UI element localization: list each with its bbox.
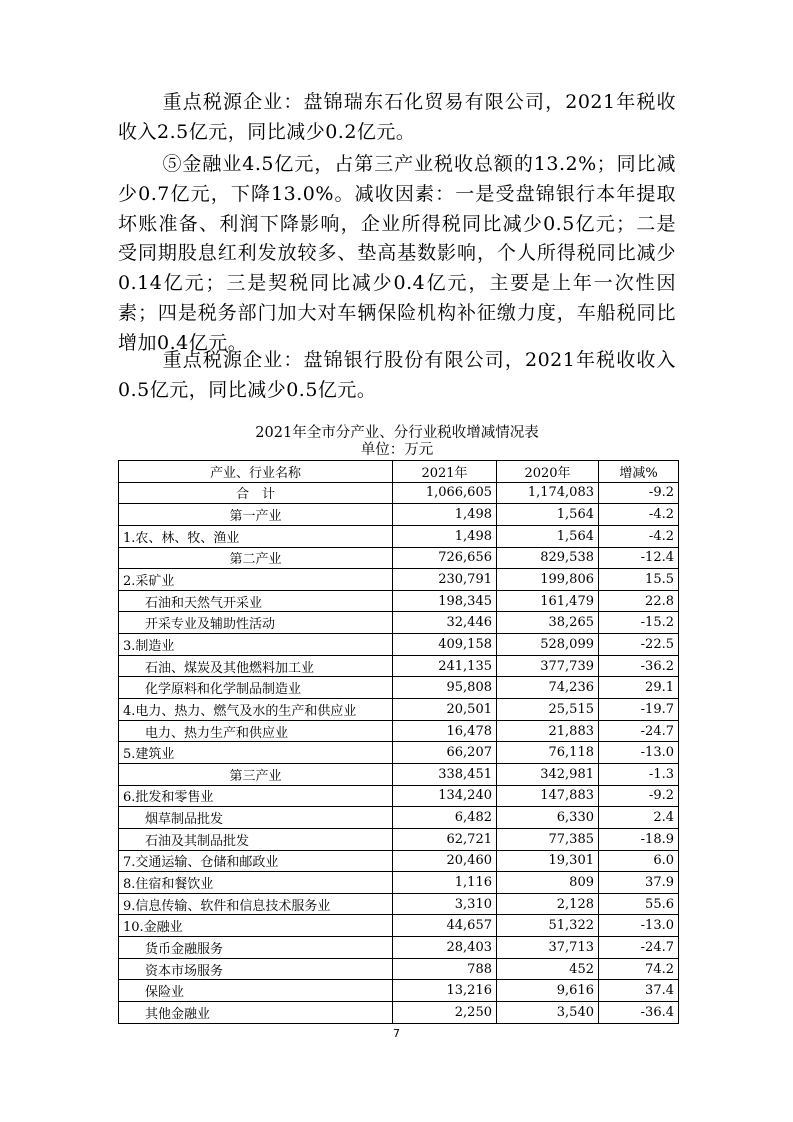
value-2020-cell: 77,385 bbox=[497, 828, 599, 850]
value-2020-cell: 37,713 bbox=[497, 937, 599, 959]
change-percent-cell: -12.4 bbox=[599, 547, 679, 569]
value-2021-cell: 241,135 bbox=[393, 655, 497, 677]
value-2021-cell: 32,446 bbox=[393, 612, 497, 634]
table-row bbox=[119, 720, 679, 742]
value-2021-cell: 3,310 bbox=[393, 893, 497, 915]
change-percent-cell: -19.7 bbox=[599, 699, 679, 721]
paragraph-text: 重点税源企业：盘锦银行股份有限公司，2021年税收收入0.5亿元，同比减少0.5亿元。 bbox=[118, 349, 676, 401]
table-row bbox=[119, 958, 679, 980]
header-change-percent: 增减% bbox=[599, 461, 679, 483]
change-percent-cell: -24.7 bbox=[599, 937, 679, 959]
table-row bbox=[119, 828, 679, 850]
industry-name-cell: 资本市场服务 bbox=[119, 958, 393, 980]
header-year-2020: 2020年 bbox=[497, 461, 599, 483]
value-2021-cell: 62,721 bbox=[393, 828, 497, 850]
table-row bbox=[119, 569, 679, 591]
change-percent-cell: 22.8 bbox=[599, 590, 679, 612]
value-2020-cell: 161,479 bbox=[497, 590, 599, 612]
value-2021-cell: 20,501 bbox=[393, 699, 497, 721]
value-2020-cell: 1,564 bbox=[497, 525, 599, 547]
industry-name-cell: 其他金融业 bbox=[119, 1002, 393, 1024]
value-2021-cell: 230,791 bbox=[393, 569, 497, 591]
industry-name-cell: 2.采矿业 bbox=[119, 569, 393, 591]
value-2020-cell: 1,174,083 bbox=[497, 482, 599, 504]
change-percent-cell: -24.7 bbox=[599, 720, 679, 742]
industry-name-cell: 货币金融服务 bbox=[119, 937, 393, 959]
change-percent-cell: -4.2 bbox=[599, 504, 679, 526]
change-percent-cell: 37.4 bbox=[599, 980, 679, 1002]
value-2020-cell: 809 bbox=[497, 872, 599, 894]
value-2020-cell: 76,118 bbox=[497, 742, 599, 764]
value-2020-cell: 38,265 bbox=[497, 612, 599, 634]
value-2020-cell: 342,981 bbox=[497, 763, 599, 785]
value-2021-cell: 66,207 bbox=[393, 742, 497, 764]
value-2021-cell: 134,240 bbox=[393, 785, 497, 807]
value-2020-cell: 829,538 bbox=[497, 547, 599, 569]
industry-name-cell: 烟草制品批发 bbox=[119, 807, 393, 829]
value-2021-cell: 338,451 bbox=[393, 763, 497, 785]
value-2020-cell: 528,099 bbox=[497, 634, 599, 656]
change-percent-cell: 55.6 bbox=[599, 893, 679, 915]
change-percent-cell: 29.1 bbox=[599, 677, 679, 699]
table-row bbox=[119, 980, 679, 1002]
table-title: 2021年全市分产业、分行业税收增减情况表 bbox=[255, 425, 539, 441]
value-2021-cell: 13,216 bbox=[393, 980, 497, 1002]
value-2020-cell: 21,883 bbox=[497, 720, 599, 742]
table-body bbox=[119, 482, 679, 1023]
table-row bbox=[119, 655, 679, 677]
table-row bbox=[119, 482, 679, 504]
value-2020-cell: 2,128 bbox=[497, 893, 599, 915]
industry-name-cell: 4.电力、热力、燃气及水的生产和供应业 bbox=[119, 699, 393, 721]
change-percent-cell: -36.4 bbox=[599, 1002, 679, 1024]
value-2021-cell: 2,250 bbox=[393, 1002, 497, 1024]
table-row bbox=[119, 937, 679, 959]
table-row bbox=[119, 872, 679, 894]
value-2021-cell: 20,460 bbox=[393, 850, 497, 872]
value-2021-cell: 1,498 bbox=[393, 504, 497, 526]
industry-name-cell: 5.建筑业 bbox=[119, 742, 393, 764]
value-2020-cell: 74,236 bbox=[497, 677, 599, 699]
value-2021-cell: 6,482 bbox=[393, 807, 497, 829]
value-2021-cell: 44,657 bbox=[393, 915, 497, 937]
change-percent-cell: 15.5 bbox=[599, 569, 679, 591]
industry-name-cell: 石油及其制品批发 bbox=[119, 828, 393, 850]
table-row bbox=[119, 547, 679, 569]
table-row bbox=[119, 612, 679, 634]
change-percent-cell: -18.9 bbox=[599, 828, 679, 850]
table-row bbox=[119, 677, 679, 699]
value-2021-cell: 726,656 bbox=[393, 547, 497, 569]
value-2020-cell: 3,540 bbox=[497, 1002, 599, 1024]
value-2021-cell: 95,808 bbox=[393, 677, 497, 699]
value-2021-cell: 28,403 bbox=[393, 937, 497, 959]
change-percent-cell: 2.4 bbox=[599, 807, 679, 829]
industry-name-cell: 7.交通运输、仓储和邮政业 bbox=[119, 850, 393, 872]
value-2020-cell: 25,515 bbox=[497, 699, 599, 721]
industry-name-cell: 化学原料和化学制品制造业 bbox=[119, 677, 393, 699]
change-percent-cell: 74.2 bbox=[599, 958, 679, 980]
table-row bbox=[119, 850, 679, 872]
paragraph-text: ⑤金融业4.5亿元，占第三产业税收总额的13.2%；同比减少0.7亿元，下降13.0%。减收因素：一是受盘锦银行本年提取坏账准备、利润下降影响，企业所得税同比减少0.5亿元；二是受同期股息红利发放较多、垫高基数影响，个人所得税同比减少0.14亿元；三是契税同比减少0.4亿元，主要是上年一次性因素；四是税务部门加大对车辆保险机构补征缴力度，车船税同比增加0.4亿元。 bbox=[118, 153, 676, 354]
value-2020-cell: 19,301 bbox=[497, 850, 599, 872]
header-year-2021: 2021年 bbox=[393, 461, 497, 483]
change-percent-cell: -13.0 bbox=[599, 742, 679, 764]
change-percent-cell: -1.3 bbox=[599, 763, 679, 785]
value-2021-cell: 409,158 bbox=[393, 634, 497, 656]
industry-name-cell: 保险业 bbox=[119, 980, 393, 1002]
industry-name-cell: 合 计 bbox=[119, 482, 393, 504]
value-2021-cell: 1,116 bbox=[393, 872, 497, 894]
tax-change-table bbox=[118, 460, 679, 1024]
table-row bbox=[119, 504, 679, 526]
table-row bbox=[119, 893, 679, 915]
paragraph-key-taxpayer-petrochem bbox=[118, 88, 676, 148]
value-2021-cell: 1,498 bbox=[393, 525, 497, 547]
table-row bbox=[119, 634, 679, 656]
change-percent-cell: -9.2 bbox=[599, 785, 679, 807]
value-2020-cell: 1,564 bbox=[497, 504, 599, 526]
change-percent-cell: -13.0 bbox=[599, 915, 679, 937]
change-percent-cell: -9.2 bbox=[599, 482, 679, 504]
industry-name-cell: 6.批发和零售业 bbox=[119, 785, 393, 807]
table-header-row bbox=[119, 461, 679, 483]
industry-name-cell: 9.信息传输、软件和信息技术服务业 bbox=[119, 893, 393, 915]
table-row bbox=[119, 742, 679, 764]
industry-name-cell: 10.金融业 bbox=[119, 915, 393, 937]
value-2020-cell: 377,739 bbox=[497, 655, 599, 677]
industry-name-cell: 第二产业 bbox=[119, 547, 393, 569]
value-2020-cell: 199,806 bbox=[497, 569, 599, 591]
industry-name-cell: 3.制造业 bbox=[119, 634, 393, 656]
table-unit: 单位：万元 bbox=[360, 442, 434, 458]
industry-name-cell: 开采专业及辅助性活动 bbox=[119, 612, 393, 634]
table-row bbox=[119, 785, 679, 807]
change-percent-cell: 6.0 bbox=[599, 850, 679, 872]
value-2020-cell: 6,330 bbox=[497, 807, 599, 829]
header-industry-name: 产业、行业名称 bbox=[119, 461, 393, 483]
table-row bbox=[119, 763, 679, 785]
change-percent-cell: -4.2 bbox=[599, 525, 679, 547]
value-2021-cell: 16,478 bbox=[393, 720, 497, 742]
page-number: 7 bbox=[393, 1027, 400, 1040]
value-2020-cell: 452 bbox=[497, 958, 599, 980]
value-2020-cell: 9,616 bbox=[497, 980, 599, 1002]
change-percent-cell: -22.5 bbox=[599, 634, 679, 656]
value-2021-cell: 788 bbox=[393, 958, 497, 980]
paragraph-key-taxpayer-bank bbox=[118, 346, 676, 406]
table-row bbox=[119, 699, 679, 721]
industry-name-cell: 电力、热力生产和供应业 bbox=[119, 720, 393, 742]
change-percent-cell: -36.2 bbox=[599, 655, 679, 677]
paragraph-finance-industry bbox=[118, 150, 676, 359]
paragraph-text: 重点税源企业：盘锦瑞东石化贸易有限公司，2021年税收收入2.5亿元，同比减少0.2亿元。 bbox=[118, 91, 676, 143]
industry-name-cell: 石油、煤炭及其他燃料加工业 bbox=[119, 655, 393, 677]
table-row bbox=[119, 590, 679, 612]
value-2021-cell: 198,345 bbox=[393, 590, 497, 612]
change-percent-cell: -15.2 bbox=[599, 612, 679, 634]
industry-name-cell: 1.农、林、牧、渔业 bbox=[119, 525, 393, 547]
industry-name-cell: 第一产业 bbox=[119, 504, 393, 526]
change-percent-cell: 37.9 bbox=[599, 872, 679, 894]
table-row bbox=[119, 915, 679, 937]
table-row bbox=[119, 525, 679, 547]
industry-name-cell: 8.住宿和餐饮业 bbox=[119, 872, 393, 894]
value-2021-cell: 1,066,605 bbox=[393, 482, 497, 504]
industry-name-cell: 石油和天然气开采业 bbox=[119, 590, 393, 612]
table-row bbox=[119, 807, 679, 829]
value-2020-cell: 147,883 bbox=[497, 785, 599, 807]
value-2020-cell: 51,322 bbox=[497, 915, 599, 937]
table-row bbox=[119, 1002, 679, 1024]
industry-name-cell: 第三产业 bbox=[119, 763, 393, 785]
